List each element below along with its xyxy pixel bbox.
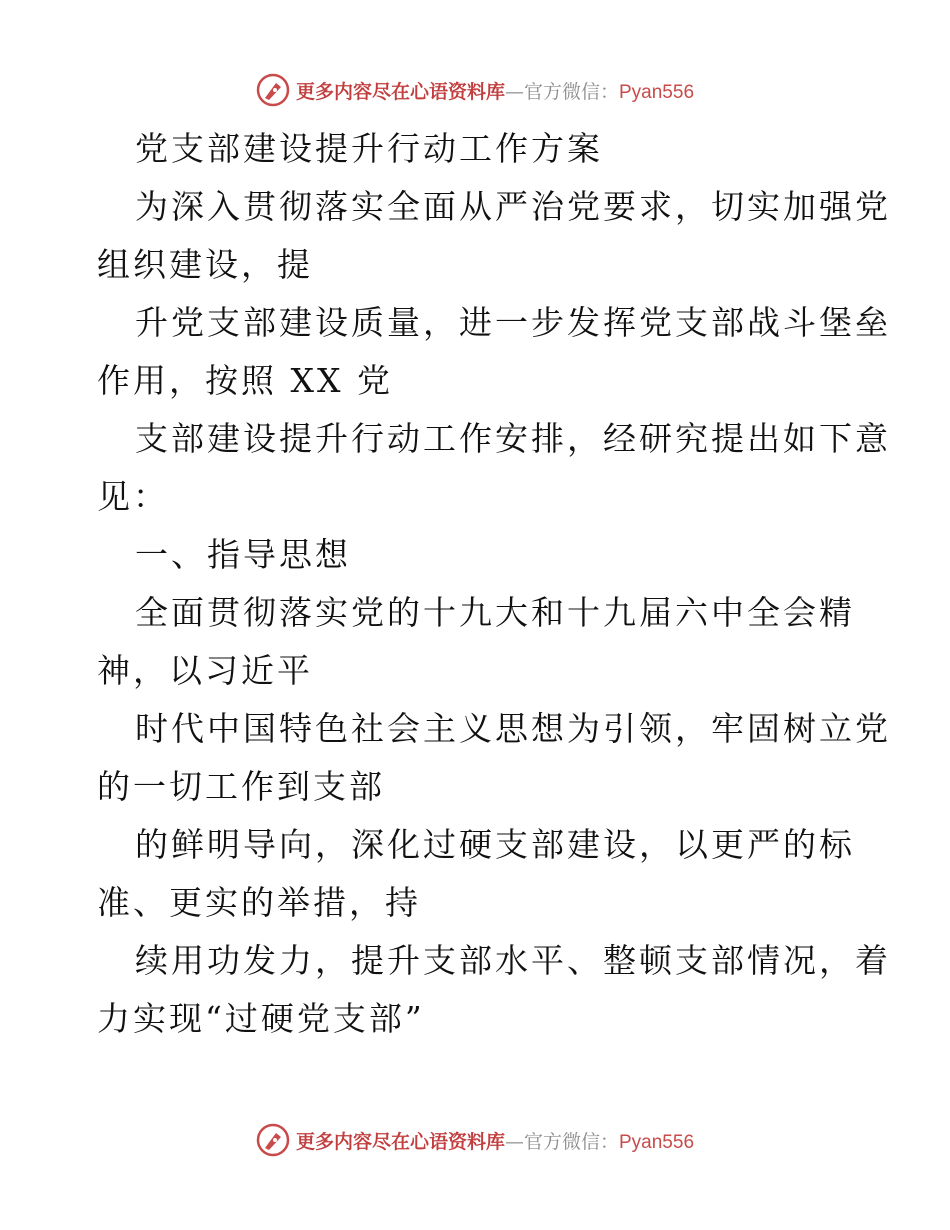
paragraph-line: 续用功发力，提升支部水平、整顿支部情况，着 bbox=[135, 941, 891, 980]
paragraph-line: 为深入贯彻落实全面从严治党要求，切实加强党 bbox=[135, 187, 891, 226]
footer-watermark bbox=[0, 1120, 950, 1160]
paragraph-line: 神，以习近平 bbox=[97, 651, 313, 690]
paragraph-line: 支部建设提升行动工作安排，经研究提出如下意 bbox=[135, 419, 891, 458]
paragraph-line: 见： bbox=[97, 477, 169, 516]
paragraph-line: 的鲜明导向，深化过硬支部建设，以更严的标 bbox=[135, 825, 855, 864]
watermark-brand: 更多内容尽在心语资料库 bbox=[295, 80, 505, 103]
document-body bbox=[97, 120, 891, 1048]
paragraph-line: 升党支部建设质量，进一步发挥党支部战斗堡垒 bbox=[135, 303, 891, 342]
watermark-account: Pyan556 bbox=[619, 81, 695, 103]
watermark-separator: — bbox=[504, 80, 524, 103]
paragraph-line: 的一切工作到支部 bbox=[97, 767, 385, 806]
paragraph-line: 组织建设，提 bbox=[97, 245, 313, 284]
paragraph-line: 时代中国特色社会主义思想为引领，牢固树立党 bbox=[135, 709, 891, 748]
watermark-separator: — bbox=[504, 1130, 524, 1153]
paragraph-line: 力实现“过硬党支部” bbox=[97, 999, 425, 1038]
header-watermark bbox=[0, 70, 950, 110]
paragraph-line: 全面贯彻落实党的十九大和十九届六中全会精 bbox=[135, 593, 855, 632]
section-heading: 一、指导思想 bbox=[135, 535, 351, 574]
paragraph-line: 准、更实的举措，持 bbox=[97, 883, 421, 922]
watermark-text bbox=[296, 1127, 694, 1154]
watermark-wechat-label: 官方微信： bbox=[523, 80, 619, 103]
pen-nib-logo-icon bbox=[256, 73, 290, 107]
paragraph-line: 作用，按照 XX 党 bbox=[97, 361, 393, 400]
document-title: 党支部建设提升行动工作方案 bbox=[135, 129, 603, 168]
watermark-text bbox=[296, 77, 694, 104]
pen-nib-logo-icon bbox=[256, 1123, 290, 1157]
watermark-wechat-label: 官方微信： bbox=[523, 1130, 619, 1153]
watermark-brand: 更多内容尽在心语资料库 bbox=[295, 1130, 505, 1153]
watermark-account: Pyan556 bbox=[619, 1131, 695, 1153]
